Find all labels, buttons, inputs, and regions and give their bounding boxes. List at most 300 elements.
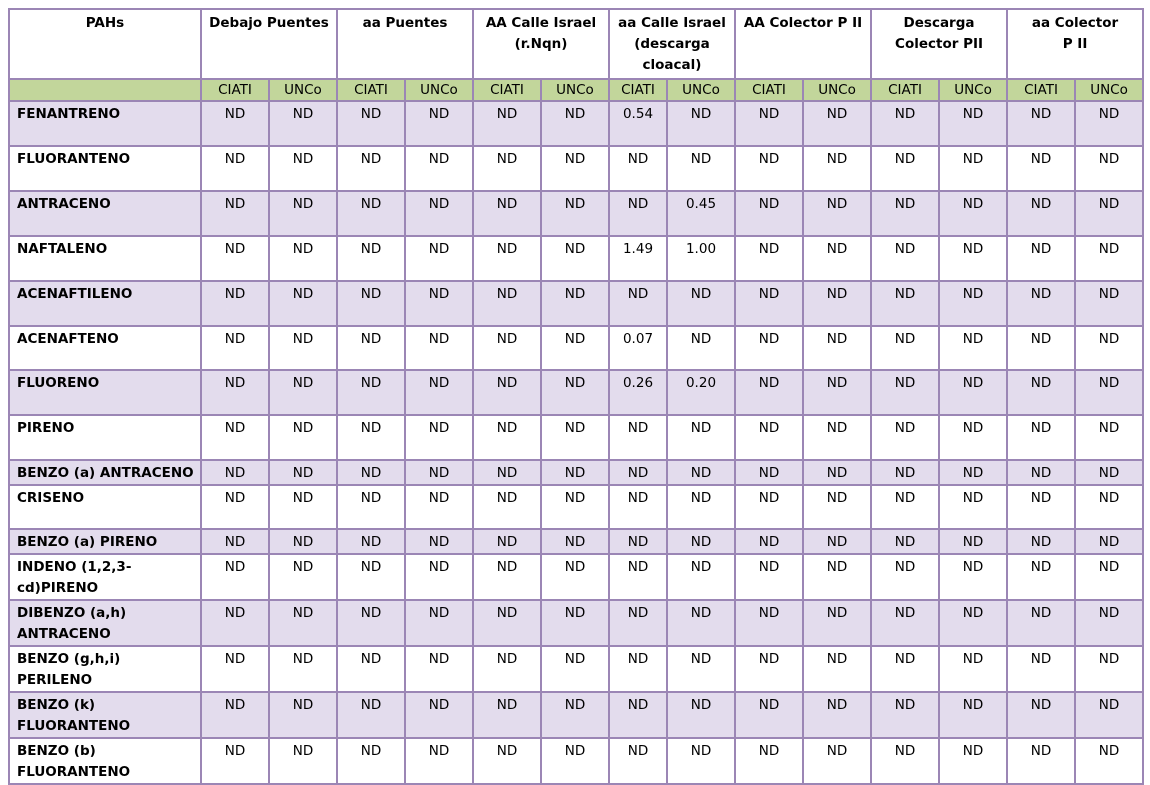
value-cell: ND <box>337 326 405 370</box>
value-cell: ND <box>1075 485 1143 529</box>
value-cell: ND <box>1075 738 1143 784</box>
value-cell: ND <box>1075 646 1143 692</box>
value-cell: ND <box>667 485 735 529</box>
value-cell: ND <box>803 146 871 191</box>
value-cell: ND <box>201 646 269 692</box>
table-row <box>9 738 1143 784</box>
value-cell: ND <box>735 236 803 281</box>
compound-name <box>9 370 201 415</box>
value-cell: 1.49 <box>609 236 667 281</box>
value-cell: ND <box>541 485 609 529</box>
value-cell: ND <box>1007 646 1075 692</box>
lab-ciati: CIATI <box>871 79 939 101</box>
value-cell: ND <box>337 600 405 646</box>
value-cell: ND <box>541 646 609 692</box>
compound-name <box>9 554 201 600</box>
value-cell: ND <box>735 554 803 600</box>
value-cell: ND <box>541 415 609 460</box>
value-cell: ND <box>405 101 473 146</box>
value-cell: ND <box>1075 191 1143 236</box>
compound-name <box>9 236 201 281</box>
site-header-line: AA Colector P II <box>743 15 863 31</box>
compound-name-line: cd)PIRENO <box>17 580 99 596</box>
table-row <box>9 326 1143 370</box>
value-cell: ND <box>269 281 337 326</box>
table-row <box>9 146 1143 191</box>
lab-ciati: CIATI <box>1007 79 1075 101</box>
value-cell: ND <box>939 554 1007 600</box>
value-cell: ND <box>337 692 405 738</box>
lab-unco: UNCo <box>667 79 735 101</box>
value-cell: ND <box>667 460 735 485</box>
value-cell: ND <box>201 415 269 460</box>
value-cell: ND <box>269 326 337 370</box>
lab-subheader-row <box>9 79 1143 101</box>
table-row <box>9 370 1143 415</box>
site-header <box>337 9 473 79</box>
value-cell: ND <box>337 191 405 236</box>
value-cell: ND <box>201 692 269 738</box>
value-cell: ND <box>405 415 473 460</box>
compound-name <box>9 146 201 191</box>
value-cell: ND <box>609 738 667 784</box>
compound-name <box>9 485 201 529</box>
value-cell: ND <box>201 554 269 600</box>
value-cell: ND <box>803 370 871 415</box>
compound-name <box>9 101 201 146</box>
compound-name-line: BENZO (a) ANTRACENO <box>17 465 194 481</box>
value-cell: ND <box>1007 415 1075 460</box>
value-cell: ND <box>473 415 541 460</box>
value-cell: ND <box>473 460 541 485</box>
value-cell: ND <box>803 326 871 370</box>
value-cell: ND <box>541 600 609 646</box>
value-cell: ND <box>1075 370 1143 415</box>
value-cell: ND <box>473 236 541 281</box>
value-cell: ND <box>473 101 541 146</box>
value-cell: ND <box>871 692 939 738</box>
value-cell: ND <box>609 646 667 692</box>
value-cell: ND <box>803 692 871 738</box>
value-cell: ND <box>201 326 269 370</box>
value-cell: ND <box>541 529 609 554</box>
lab-unco: UNCo <box>541 79 609 101</box>
value-cell: ND <box>939 600 1007 646</box>
value-cell: ND <box>871 460 939 485</box>
compound-name <box>9 646 201 692</box>
lab-unco: UNCo <box>939 79 1007 101</box>
value-cell: ND <box>541 281 609 326</box>
value-cell: ND <box>269 554 337 600</box>
pah-table-body <box>9 101 1143 784</box>
compound-name <box>9 191 201 236</box>
compound-name-line: NAFTALENO <box>17 241 108 257</box>
site-header <box>473 9 609 79</box>
value-cell: ND <box>871 101 939 146</box>
value-cell: ND <box>1075 460 1143 485</box>
value-cell: ND <box>1007 485 1075 529</box>
value-cell: ND <box>269 529 337 554</box>
table-row <box>9 554 1143 600</box>
value-cell: ND <box>405 600 473 646</box>
value-cell: ND <box>201 529 269 554</box>
value-cell: ND <box>269 600 337 646</box>
value-cell: ND <box>667 646 735 692</box>
value-cell: ND <box>1007 692 1075 738</box>
value-cell: ND <box>269 485 337 529</box>
value-cell: ND <box>871 600 939 646</box>
value-cell: ND <box>269 236 337 281</box>
value-cell: ND <box>939 326 1007 370</box>
value-cell: ND <box>803 529 871 554</box>
header-row <box>9 9 1143 79</box>
value-cell: ND <box>337 146 405 191</box>
value-cell: ND <box>337 281 405 326</box>
value-cell: ND <box>337 646 405 692</box>
compound-name-line: FLUORANTENO <box>17 718 131 734</box>
table-row <box>9 529 1143 554</box>
lab-unco: UNCo <box>405 79 473 101</box>
value-cell: ND <box>871 281 939 326</box>
value-cell: ND <box>871 529 939 554</box>
value-cell: ND <box>405 460 473 485</box>
table-row <box>9 600 1143 646</box>
compound-name <box>9 600 201 646</box>
value-cell: ND <box>609 146 667 191</box>
table-row <box>9 415 1143 460</box>
site-header-line: aa Puentes <box>362 15 448 31</box>
site-header-line: aa Calle Israel <box>618 15 726 31</box>
value-cell: ND <box>473 370 541 415</box>
value-cell: ND <box>269 146 337 191</box>
value-cell: ND <box>473 600 541 646</box>
value-cell: ND <box>337 738 405 784</box>
table-row <box>9 236 1143 281</box>
value-cell: ND <box>609 529 667 554</box>
value-cell: ND <box>1007 600 1075 646</box>
value-cell: ND <box>735 600 803 646</box>
value-cell: 0.54 <box>609 101 667 146</box>
value-cell: ND <box>939 101 1007 146</box>
compound-name-line: ACENAFTILENO <box>17 286 133 302</box>
value-cell: ND <box>405 646 473 692</box>
compound-name-line: CRISENO <box>17 490 85 506</box>
site-header <box>1007 9 1143 79</box>
value-cell: ND <box>405 236 473 281</box>
value-cell: ND <box>871 738 939 784</box>
site-header-line: Colector PII <box>895 36 984 52</box>
value-cell: 0.26 <box>609 370 667 415</box>
value-cell: ND <box>541 460 609 485</box>
value-cell: ND <box>939 460 1007 485</box>
value-cell: ND <box>201 370 269 415</box>
value-cell: ND <box>871 191 939 236</box>
compound-name-line: ANTRACENO <box>17 196 111 212</box>
value-cell: ND <box>667 600 735 646</box>
lab-unco: UNCo <box>269 79 337 101</box>
value-cell: ND <box>939 370 1007 415</box>
compound-name <box>9 692 201 738</box>
value-cell: ND <box>473 191 541 236</box>
value-cell: ND <box>803 554 871 600</box>
site-header-line: (descarga <box>634 36 710 52</box>
value-cell: ND <box>735 692 803 738</box>
compound-name-line: FLUORENO <box>17 375 100 391</box>
compound-name <box>9 281 201 326</box>
value-cell: ND <box>803 460 871 485</box>
value-cell: ND <box>1007 370 1075 415</box>
value-cell: ND <box>609 600 667 646</box>
value-cell: ND <box>939 191 1007 236</box>
value-cell: ND <box>609 281 667 326</box>
value-cell: ND <box>1007 326 1075 370</box>
value-cell: ND <box>1007 146 1075 191</box>
value-cell: ND <box>473 529 541 554</box>
value-cell: ND <box>939 529 1007 554</box>
lab-ciati: CIATI <box>337 79 405 101</box>
value-cell: ND <box>337 460 405 485</box>
value-cell: ND <box>201 485 269 529</box>
value-cell: ND <box>473 554 541 600</box>
value-cell: ND <box>939 738 1007 784</box>
value-cell: ND <box>1007 738 1075 784</box>
value-cell: ND <box>201 101 269 146</box>
compound-name <box>9 415 201 460</box>
value-cell: ND <box>871 646 939 692</box>
value-cell: ND <box>735 529 803 554</box>
compound-name-line: ACENAFTENO <box>17 331 119 347</box>
value-cell: ND <box>735 460 803 485</box>
value-cell: ND <box>871 236 939 281</box>
value-cell: ND <box>939 415 1007 460</box>
site-header-line: (r.Nqn) <box>514 36 568 52</box>
value-cell: ND <box>269 415 337 460</box>
value-cell: ND <box>667 326 735 370</box>
lab-subheader-blank <box>9 79 201 101</box>
value-cell: ND <box>871 146 939 191</box>
table-row <box>9 281 1143 326</box>
value-cell: ND <box>871 554 939 600</box>
value-cell: ND <box>541 101 609 146</box>
value-cell: ND <box>609 191 667 236</box>
value-cell: ND <box>269 646 337 692</box>
compound-name <box>9 326 201 370</box>
value-cell: ND <box>667 281 735 326</box>
value-cell: ND <box>803 600 871 646</box>
value-cell: ND <box>337 554 405 600</box>
compound-name-line: BENZO (g,h,i) PERILENO <box>17 651 121 688</box>
value-cell: ND <box>609 460 667 485</box>
value-cell: ND <box>473 326 541 370</box>
value-cell: ND <box>609 415 667 460</box>
table-row <box>9 191 1143 236</box>
value-cell: ND <box>939 485 1007 529</box>
value-cell: ND <box>735 738 803 784</box>
value-cell: ND <box>405 554 473 600</box>
lab-unco: UNCo <box>1075 79 1143 101</box>
site-header <box>735 9 871 79</box>
value-cell: ND <box>405 370 473 415</box>
value-cell: ND <box>609 485 667 529</box>
value-cell: ND <box>201 600 269 646</box>
value-cell: ND <box>541 554 609 600</box>
value-cell: ND <box>405 692 473 738</box>
value-cell: ND <box>871 415 939 460</box>
value-cell: ND <box>667 529 735 554</box>
value-cell: ND <box>541 146 609 191</box>
value-cell: ND <box>803 236 871 281</box>
value-cell: ND <box>201 146 269 191</box>
value-cell: ND <box>405 326 473 370</box>
value-cell: ND <box>1075 529 1143 554</box>
value-cell: ND <box>1007 101 1075 146</box>
value-cell: ND <box>667 738 735 784</box>
value-cell: ND <box>1007 529 1075 554</box>
lab-ciati: CIATI <box>609 79 667 101</box>
value-cell: ND <box>1075 600 1143 646</box>
value-cell: ND <box>1075 101 1143 146</box>
value-cell: ND <box>803 281 871 326</box>
value-cell: ND <box>1007 236 1075 281</box>
value-cell: ND <box>735 646 803 692</box>
table-row <box>9 101 1143 146</box>
value-cell: 1.00 <box>667 236 735 281</box>
value-cell: 0.07 <box>609 326 667 370</box>
lab-ciati: CIATI <box>201 79 269 101</box>
compound-name-line: FLUORANTENO <box>17 764 131 780</box>
value-cell: ND <box>1007 281 1075 326</box>
value-cell: ND <box>1075 554 1143 600</box>
value-cell: ND <box>1007 191 1075 236</box>
value-cell: ND <box>939 236 1007 281</box>
lab-unco: UNCo <box>803 79 871 101</box>
table-row <box>9 692 1143 738</box>
value-cell: 0.45 <box>667 191 735 236</box>
compound-name-line: BENZO (k) <box>17 697 96 713</box>
value-cell: ND <box>201 738 269 784</box>
value-cell: ND <box>735 370 803 415</box>
value-cell: ND <box>803 415 871 460</box>
compound-name-line: INDENO (1,2,3- <box>17 559 132 575</box>
value-cell: ND <box>803 191 871 236</box>
value-cell: ND <box>269 191 337 236</box>
value-cell: ND <box>667 101 735 146</box>
value-cell: ND <box>803 646 871 692</box>
value-cell: ND <box>735 281 803 326</box>
value-cell: ND <box>803 485 871 529</box>
value-cell: ND <box>473 146 541 191</box>
value-cell: ND <box>871 326 939 370</box>
value-cell: ND <box>541 738 609 784</box>
site-header-line: Descarga <box>903 15 975 31</box>
value-cell: ND <box>405 485 473 529</box>
value-cell: ND <box>1075 146 1143 191</box>
value-cell: ND <box>473 692 541 738</box>
value-cell: ND <box>269 370 337 415</box>
value-cell: ND <box>405 146 473 191</box>
value-cell: ND <box>735 146 803 191</box>
value-cell: ND <box>1075 692 1143 738</box>
value-cell: ND <box>541 692 609 738</box>
value-cell: ND <box>803 738 871 784</box>
value-cell: ND <box>667 554 735 600</box>
value-cell: ND <box>337 236 405 281</box>
value-cell: ND <box>871 370 939 415</box>
value-cell: ND <box>667 415 735 460</box>
site-header-line: cloacal) <box>642 57 702 73</box>
value-cell: ND <box>201 236 269 281</box>
value-cell: ND <box>473 646 541 692</box>
site-header-line: P II <box>1062 36 1088 52</box>
value-cell: ND <box>269 101 337 146</box>
value-cell: ND <box>541 191 609 236</box>
value-cell: ND <box>1007 554 1075 600</box>
compound-name <box>9 529 201 554</box>
value-cell: ND <box>1075 281 1143 326</box>
value-cell: ND <box>667 692 735 738</box>
value-cell: ND <box>337 415 405 460</box>
value-cell: ND <box>1075 236 1143 281</box>
value-cell: ND <box>405 281 473 326</box>
lab-ciati: CIATI <box>473 79 541 101</box>
value-cell: ND <box>337 485 405 529</box>
site-header <box>201 9 337 79</box>
compound-name <box>9 738 201 784</box>
value-cell: ND <box>541 236 609 281</box>
value-cell: ND <box>1007 460 1075 485</box>
value-cell: ND <box>1075 326 1143 370</box>
value-cell: ND <box>541 326 609 370</box>
compound-name-line: FENANTRENO <box>17 106 121 122</box>
table-row <box>9 460 1143 485</box>
value-cell: ND <box>735 415 803 460</box>
value-cell: ND <box>609 554 667 600</box>
value-cell: ND <box>541 370 609 415</box>
value-cell: ND <box>201 191 269 236</box>
value-cell: ND <box>405 738 473 784</box>
value-cell: ND <box>735 101 803 146</box>
value-cell: ND <box>473 738 541 784</box>
compound-name-line: FLUORANTENO <box>17 151 131 167</box>
table-row <box>9 646 1143 692</box>
value-cell: ND <box>201 281 269 326</box>
value-cell: ND <box>609 692 667 738</box>
site-header <box>609 9 735 79</box>
compound-name-line: PIRENO <box>17 420 75 436</box>
compound-name <box>9 460 201 485</box>
lab-ciati: CIATI <box>735 79 803 101</box>
value-cell: ND <box>269 460 337 485</box>
value-cell: ND <box>337 529 405 554</box>
value-cell: ND <box>473 485 541 529</box>
compound-name-line: DIBENZO (a,h) <box>17 605 127 621</box>
value-cell: 0.20 <box>667 370 735 415</box>
value-cell: ND <box>803 101 871 146</box>
site-header-line: aa Colector <box>1031 15 1119 31</box>
value-cell: ND <box>269 692 337 738</box>
pahs-header: PAHs <box>9 9 201 79</box>
value-cell: ND <box>1075 415 1143 460</box>
value-cell: ND <box>735 485 803 529</box>
value-cell: ND <box>939 281 1007 326</box>
pah-results-table <box>8 8 1144 785</box>
compound-name-line: ANTRACENO <box>17 626 111 642</box>
value-cell: ND <box>201 460 269 485</box>
value-cell: ND <box>269 738 337 784</box>
value-cell: ND <box>667 146 735 191</box>
value-cell: ND <box>735 326 803 370</box>
table-row <box>9 485 1143 529</box>
